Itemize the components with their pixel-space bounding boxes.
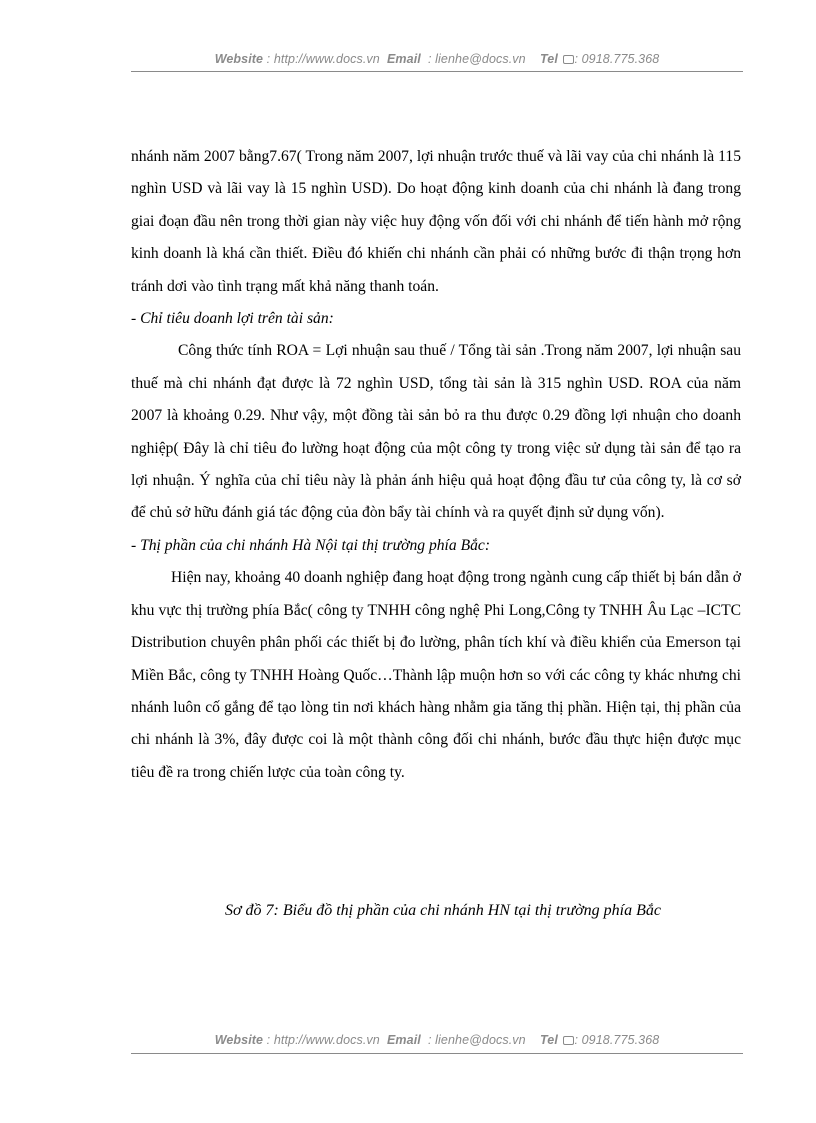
paragraph-market-share: Hiện nay, khoảng 40 doanh nghiệp đang hoạt động trong ngành cung cấp thiết bị bán dẫn ở khu vực thị trường phía Bắc( công ty TNHH công nghệ Phi Long,Công ty TNHH Âu Lạc –ICTC Distribution chuyên phân phối các thiết bị đo lường, phân tích khí và điều khiển của Emerson tại Miền Bắc, công ty TNHH Hoàng Quốc…Thành lập muộn hơn so với các công ty khác nhưng chi nhánh luôn cố gắng để tạo lòng tin nơi khách hàng nhằm gia tăng thị phần. Hiện tại, thị phần của chi nhánh là 3%, đây được coi là một thành công đối chi nhánh, bước đầu thực hiện được mục tiêu đề ra trong chiến lược của toàn công ty. bbox=[131, 569, 741, 781]
header-website-link[interactable]: : http://www.docs.vn bbox=[266, 52, 380, 66]
header-tel-value: : 0918.775.368 bbox=[574, 52, 660, 66]
footer-divider bbox=[131, 1053, 743, 1054]
paragraph-leverage: nhánh năm 2007 bằng7.67( Trong năm 2007, lợi nhuận trước thuế và lãi vay của chi nhánh là 115 nghìn USD và lãi vay là 15 nghìn USD). Do hoạt động kinh doanh của chi nhánh là đang trong giai đoạn đầu nên trong thời gian này việc huy động vốn đối với chi nhánh để tiến hành mở rộng kinh doanh là khá cần thiết. Điều đó khiến chi nhánh cần phải có những bước đi thận trọng hơn tránh dơi vào tình trạng mất khả năng thanh toán. bbox=[131, 148, 741, 295]
footer-website-link[interactable]: : http://www.docs.vn bbox=[266, 1033, 380, 1047]
footer-email-link[interactable]: : lienhe@docs.vn bbox=[428, 1033, 526, 1047]
page-footer bbox=[131, 1033, 743, 1047]
figure-caption: Sơ đồ 7: Biểu đồ thị phần của chi nhánh HN tại thị trường phía Bắc bbox=[225, 902, 661, 919]
header-website-label: Website bbox=[214, 52, 264, 66]
header-email-label: Email bbox=[387, 52, 421, 66]
header-divider bbox=[131, 71, 743, 72]
phone-icon bbox=[563, 55, 574, 64]
heading-market-share: - Thị phần của chi nhánh Hà Nội tại thị trường phía Bắc: bbox=[131, 536, 491, 554]
footer-email-label: Email bbox=[387, 1033, 421, 1047]
footer-website-label: Website bbox=[214, 1033, 264, 1047]
heading-roa: - Chỉ tiêu doanh lợi trên tài sản: bbox=[131, 310, 334, 328]
phone-icon bbox=[563, 1036, 574, 1045]
footer-tel-value: : 0918.775.368 bbox=[574, 1033, 660, 1047]
header-email-link[interactable]: : lienhe@docs.vn bbox=[428, 52, 526, 66]
page-header bbox=[131, 52, 743, 66]
paragraph-roa: Công thức tính ROA = Lợi nhuận sau thuế / Tổng tài sản .Trong năm 2007, lợi nhuận sau thuế mà chi nhánh đạt được là 72 nghìn USD, tổng tài sản là 315 nghìn USD. ROA của năm 2007 là khoảng 0.29. Như vậy, một đồng tài sản bỏ ra thu được 0.29 đồng lợi nhuận cho doanh nghiệp( Đây là chỉ tiêu đo lường hoạt động của một công ty trong việc sử dụng tài sản để tạo ra lợi nhuận. Ý nghĩa của chỉ tiêu này là phản ánh hiệu quả hoạt động đầu tư của công ty, là cơ sở để chủ sở hữu đánh giá tác động của đòn bẩy tài chính và ra quyết định sử dụng vốn). bbox=[131, 342, 741, 522]
footer-tel-label: Tel bbox=[540, 1033, 558, 1047]
header-tel-label: Tel bbox=[540, 52, 558, 66]
document-body bbox=[131, 141, 741, 789]
